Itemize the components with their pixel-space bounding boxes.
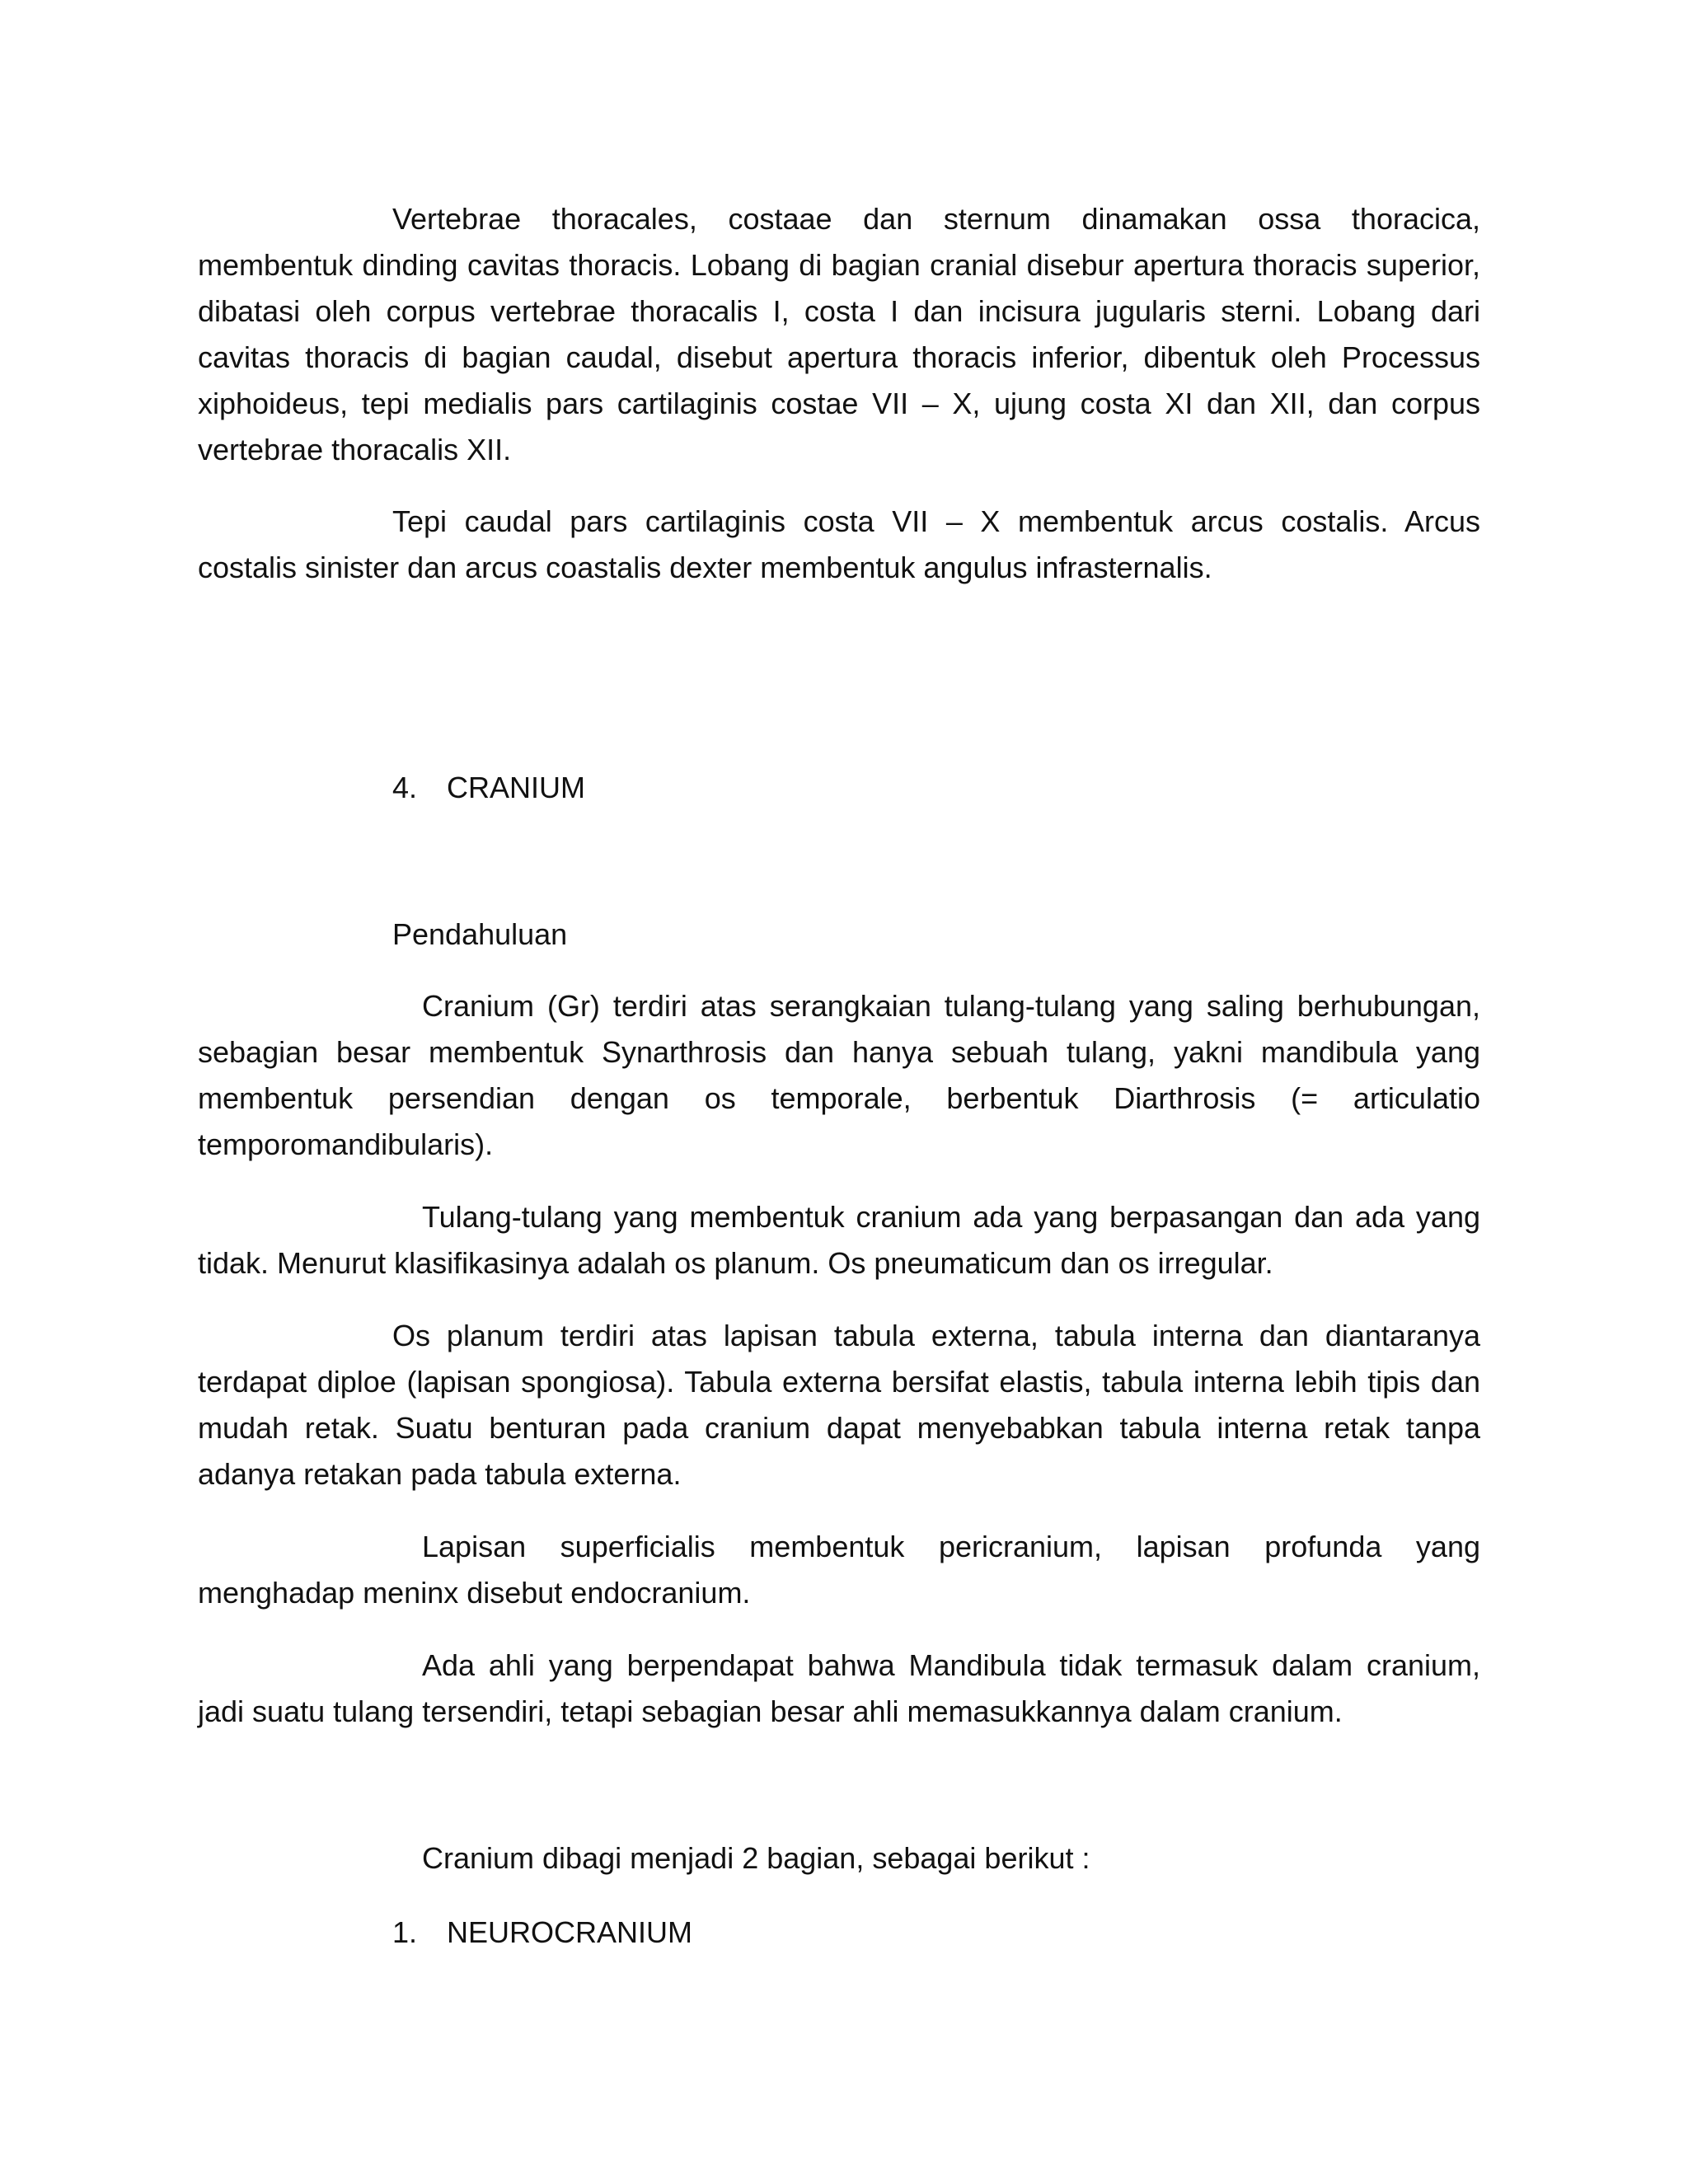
paragraph-pericranium bbox=[198, 1524, 1480, 1616]
division-intro-text: Cranium dibagi menjadi 2 bagian, sebagai berikut : bbox=[422, 1841, 1090, 1875]
paragraph-cranium-definition bbox=[198, 983, 1480, 1168]
paragraph-mandibula bbox=[198, 1643, 1480, 1735]
paragraph-text: Lapisan superficialis membentuk pericranium, lapisan profunda yang menghadap meninx disebut endocranium. bbox=[198, 1530, 1480, 1610]
subheading-text: Pendahuluan bbox=[392, 917, 568, 951]
list-item-title: NEUROCRANIUM bbox=[447, 1915, 693, 1949]
paragraph-text: Cranium (Gr) terdiri atas serangkaian tulang-tulang yang saling berhubungan, sebagian besar membentuk Synarthrosis dan hanya sebuah tulang, yakni mandibula yang membentuk persendian dengan os temporale, berbentuk Diarthrosis (= articulatio temporomandibularis). bbox=[198, 989, 1480, 1161]
paragraph-os-planum bbox=[198, 1313, 1480, 1497]
paragraph-text: Os planum terdiri atas lapisan tabula externa, tabula interna dan diantaranya terdapat diploe (lapisan spongiosa). Tabula externa bersifat elastis, tabula interna lebih tipis dan mudah retak. Suatu benturan pada cranium dapat menyebabkan tabula interna retak tanpa adanya retakan pada tabula externa. bbox=[198, 1319, 1480, 1491]
paragraph-thoracic-cavity bbox=[198, 196, 1480, 473]
division-intro bbox=[422, 1835, 1090, 1882]
section-heading bbox=[392, 765, 585, 811]
paragraph-bone-classification bbox=[198, 1194, 1480, 1286]
paragraph-text: Tepi caudal pars cartilaginis costa VII – X membentuk arcus costalis. Arcus costalis sinister dan arcus coastalis dexter membentuk angulus infrasternalis. bbox=[198, 504, 1480, 584]
section-title: CRANIUM bbox=[447, 771, 585, 804]
paragraph-text: Tulang-tulang yang membentuk cranium ada yang berpasangan dan ada yang tidak. Menurut klasifikasinya adalah os planum. Os pneumaticum dan os irregular. bbox=[198, 1200, 1480, 1280]
section-number: 4. bbox=[392, 771, 418, 804]
list-item bbox=[392, 1910, 692, 1956]
paragraph-arcus-costalis bbox=[198, 499, 1480, 591]
paragraph-text: Ada ahli yang berpendapat bahwa Mandibula tidak termasuk dalam cranium, jadi suatu tulang tersendiri, tetapi sebagian besar ahli memasukkannya dalam cranium. bbox=[198, 1648, 1480, 1728]
paragraph-text: Vertebrae thoracales, costaae dan sternum dinamakan ossa thoracica, membentuk dinding cavitas thoracis. Lobang di bagian cranial disebur apertura thoracis superior, dibatasi oleh corpus vertebrae thoracalis I, costa I dan incisura jugularis sterni. Lobang dari cavitas thoracis di bagian caudal, disebut apertura thoracis inferior, dibentuk oleh Processus xiphoideus, tepi medialis pars cartilaginis costae VII – X, ujung costa XI dan XII, dan corpus vertebrae thoracalis XII. bbox=[198, 202, 1480, 466]
list-item-number: 1. bbox=[392, 1915, 418, 1949]
subheading bbox=[392, 912, 567, 958]
